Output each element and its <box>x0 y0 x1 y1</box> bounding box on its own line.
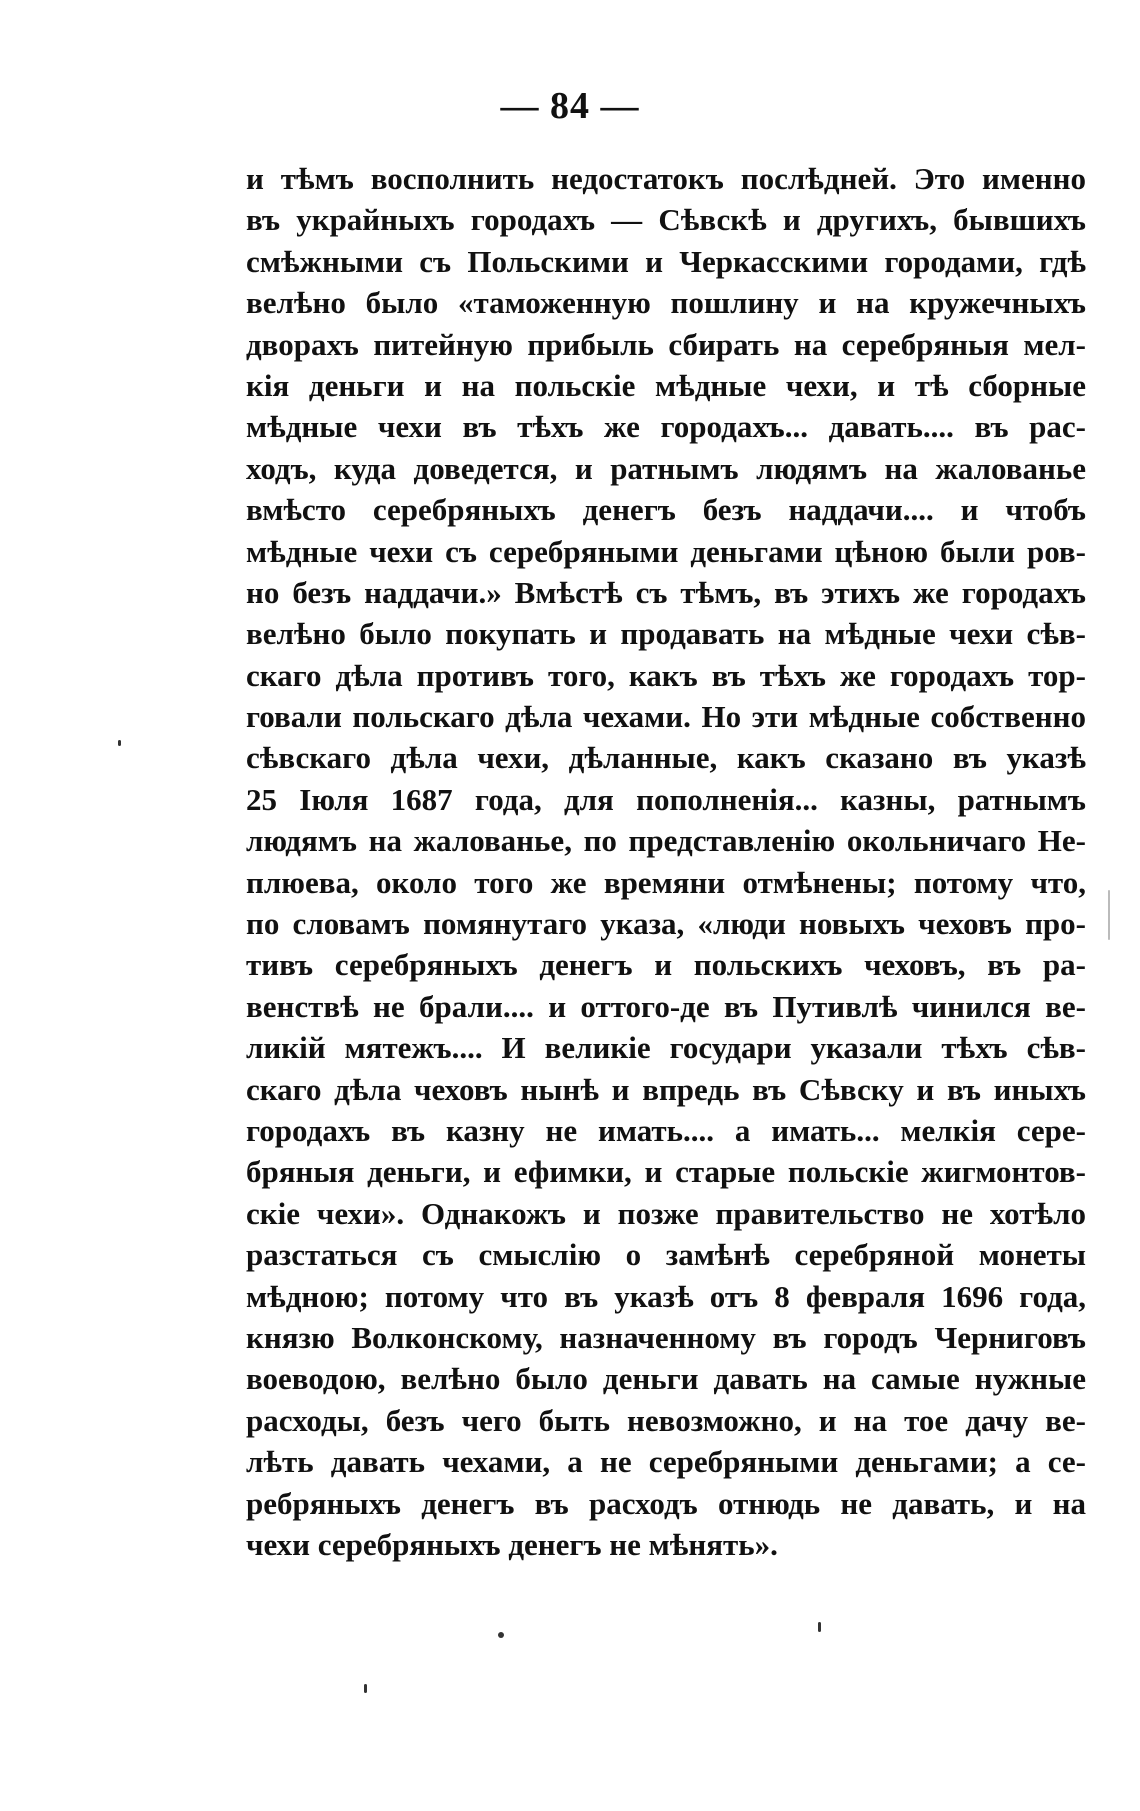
text-line: 25 Іюля 1687 года, для пополненія... казны, ратнымъ <box>246 781 1086 817</box>
text-line: чехи серебряныхъ денегъ не мѣнять». <box>246 1526 778 1562</box>
scan-speck <box>364 1684 367 1693</box>
text-line: вмѣсто серебряныхъ денегъ безъ наддачи.... и чтобъ <box>246 492 1086 528</box>
text-line: сѣвскаго дѣла чехи, дѣланные, какъ сказано въ указѣ <box>246 740 1086 776</box>
text-line: разстаться съ смыслію о замѣнѣ серебряной монеты <box>246 1237 1086 1273</box>
text-line: ходъ, куда доведется, и ратнымъ людямъ на жалованье <box>246 450 1086 486</box>
text-line: въ украйныхъ городахъ — Сѣвскѣ и другихъ, бывшихъ <box>246 202 1086 238</box>
text-line: мѣдные чехи въ тѣхъ же городахъ... давать.... въ рас- <box>246 409 1086 445</box>
text-line: и тѣмъ восполнить недостатокъ послѣдней. Это именно <box>246 161 1086 196</box>
text-line: дворахъ питейную прибыль сбирать на серебряныя мел- <box>246 326 1086 362</box>
text-line: но безъ наддачи.» Вмѣстѣ съ тѣмъ, въ этихъ же городахъ <box>246 574 1086 610</box>
text-line: венствѣ не брали.... и оттого-де въ Путивлѣ чинился ве- <box>246 988 1086 1024</box>
text-line: расходы, безъ чего быть невозможно, и на тое дачу ве- <box>246 1402 1086 1438</box>
text-line: скаго дѣла чеховъ нынѣ и впредь въ Сѣвску и въ иныхъ <box>246 1071 1086 1107</box>
text-line: бряныя деньги, и ефимки, и старые польскіе жигмонтов- <box>246 1154 1086 1190</box>
scan-speck <box>498 1632 504 1638</box>
text-line: по словамъ помянутаго указа, «люди новыхъ чеховъ про- <box>246 906 1086 942</box>
text-line: говали польскаго дѣла чехами. Но эти мѣдные собственно <box>246 699 1086 735</box>
page-number: — 84 — <box>500 85 640 127</box>
body-text <box>246 158 1086 1565</box>
text-line: лѣть давать чехами, а не серебряными деньгами; а се- <box>246 1444 1086 1480</box>
text-line: городахъ въ казну не имать.... а имать... мелкія сере- <box>246 1112 1086 1148</box>
text-line: мѣдною; потому что въ указѣ отъ 8 февраля 1696 года, <box>246 1278 1086 1314</box>
scan-speck <box>818 1622 821 1632</box>
text-line: велѣно было «таможенную пошлину и на кружечныхъ <box>246 285 1086 321</box>
text-line: воеводою, велѣно было деньги давать на самые нужные <box>246 1361 1086 1397</box>
text-line: велѣно было покупать и продавать на мѣдные чехи сѣв- <box>246 616 1086 652</box>
text-line: смѣжными съ Польскими и Черкасскими городами, гдѣ <box>246 243 1086 279</box>
text-line: людямъ на жалованье, по представленію окольничаго Не- <box>246 823 1086 859</box>
scan-speck <box>118 740 121 746</box>
text-line: мѣдные чехи съ серебряными деньгами цѣною были ров- <box>246 533 1086 569</box>
scan-speck <box>1108 890 1110 940</box>
text-line: скаго дѣла противъ того, какъ въ тѣхъ же городахъ тор- <box>246 657 1086 693</box>
text-line: скіе чехи». Однакожъ и позже правительство не хотѣло <box>246 1195 1086 1231</box>
text-line: плюева, около того же времяни отмѣнены; потому что, <box>246 864 1086 900</box>
text-line: ликій мятежъ.... И великіе государи указали тѣхъ сѣв- <box>246 1030 1086 1066</box>
text-line: кія деньги и на польскіе мѣдные чехи, и тѣ сборные <box>246 367 1086 403</box>
text-line: ребряныхъ денегъ въ расходъ отнюдь не давать, и на <box>246 1485 1086 1521</box>
text-line: князю Волконскому, назначенному въ городъ Черниговъ <box>246 1319 1086 1355</box>
text-line: тивъ серебряныхъ денегъ и польскихъ чеховъ, въ ра- <box>246 947 1086 983</box>
